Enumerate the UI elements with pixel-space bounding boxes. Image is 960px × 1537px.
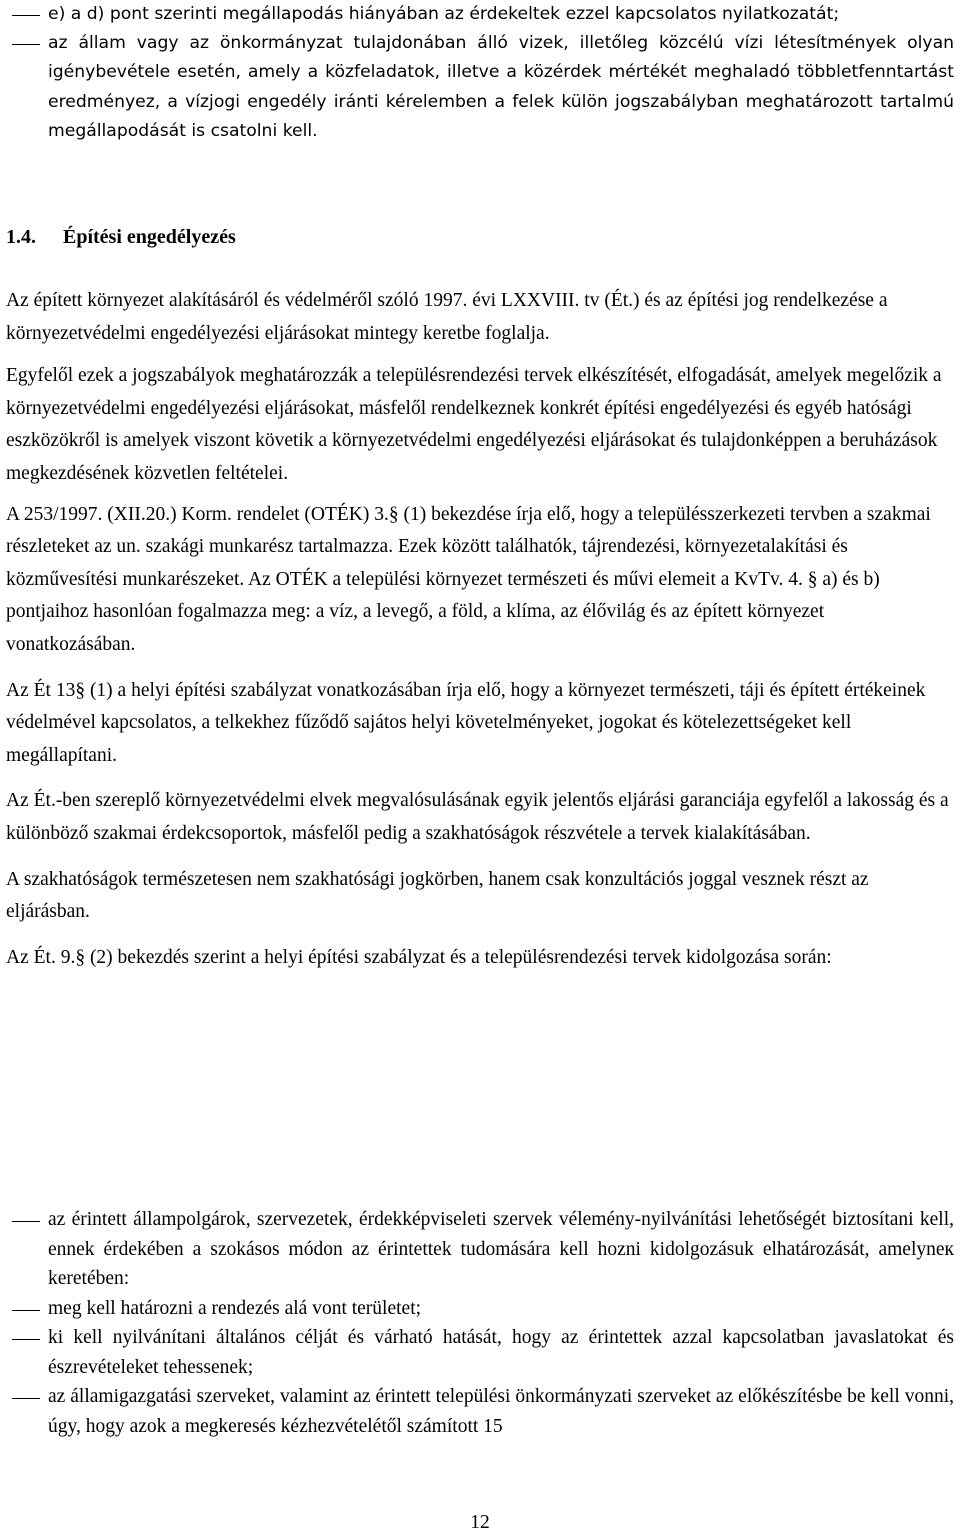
list-item-text: ki kell nyilvánítani általános célját és várható hatását, hogy az érintettek azzal kapcsolatban javaslatokat és észrevételeket tehessenek; [48,1327,954,1378]
list-item-text: az érintett állampolgárok, szervezetek, érdekképviseleti szervek vélemény-nyilvánítási lehetőségét biztosítani kell, ennek érdekében a szokásos módon az érintettek tudomására kell hozni kidolgozásuk elhatározását, amelyneк keretében: [48,1209,954,1289]
paragraph: Az Ét. 9.§ (2) bekezdés szerint a helyi építési szabályzat és a településrendezési tervek kidolgozása során: [6,946,832,968]
paragraph: A 253/1997. (XII.20.) Korm. rendelet (OTÉK) 3.§ (1) bekezdése írja elő, hogy a településszerkezeti tervben a szakmai részleteket az un. szakági munkarész tartalmazza. Ezek között találhatók, tájrendezési, környezetalakítási és közművesítési munkarészeket. Az OTÉK a települési környezet természeti és művi elemeit a KvTv. 4. § a) és b) pontjaihoz hasonlóan fogalmazza meg: a víz, a levegő, a föld, a klíma, az élővilág és az épített környezet vonatkozásában. [6,503,931,655]
section-number: 1.4. [6,226,36,248]
paragraph: Az Ét 13§ (1) a helyi építési szabályzat vonatkozásában írja elő, hogy a környezet természeti, táji és épített értékeinek védelmével kapcsolatos, a telkekhez fűződő sajátos helyi követelményeket, jogokat és kötelezettségeket kell megállapítani. [6,679,926,766]
list-item [6,1323,954,1382]
section-title: Építési engedélyezés [63,226,236,248]
dash-bullet-icon [12,1398,40,1399]
list-item [6,1294,954,1324]
dash-bullet-icon [12,44,40,45]
dash-bullet-icon [12,1339,40,1340]
dash-bullet-icon [12,1221,40,1222]
page-number: 12 [470,1512,490,1533]
section-heading [6,226,954,249]
paragraph: A szakhatóságok természetesen nem szakhatósági jogkörben, hanem csak konzultációs joggal vesznek részt az eljárásban. [6,868,869,923]
list-item [6,1382,954,1441]
dash-bullet-icon [12,15,40,16]
list-item-text: az államigazgatási szerveket, valamint az érintett települési önkormányzati szerveket az előkészítésbe be kell vonni, úgy, hogy azok a megkeresés kézhezvételétől számított 15 [48,1386,954,1437]
list-item-text: az állam vagy az önkormányzat tulajdonában álló vizek, illetőleg közcélú vízi létesítmények olyan igénybevétele esetén, amely a közfeladatok, illetve a közérdek mértékét meghaladó többletfenntartást eredményez, a vízjogi engedély iránti kérelemben a felek külön jogszabályban meghatározott tartalmú megállapodását is csatolni kell. [48,33,954,141]
list-item [6,29,954,146]
list-item-text: meg kell határozni a rendezés alá vont területet; [48,1297,422,1319]
list-item-text: e) a d) pont szerinti megállapodás hiányában az érdekeltek ezzel kapcsolatos nyilatkozatát; [48,4,840,24]
top-dash-list [6,0,954,146]
list-item [6,0,954,29]
paragraph: Az Ét.-ben szereplő környezetvédelmi elvek megvalósulásának egyik jelentős eljárási garanciája egyfelől a lakosság és a különböző szakmai érdekcsoportok, másfelől pedig a szakhatóságok részvétele a tervek kialakításában. [6,790,949,844]
body-text [6,285,954,974]
list-item [6,1205,954,1294]
bottom-dash-list [6,1205,954,1441]
dash-bullet-icon [12,1310,40,1311]
paragraph: Az épített környezet alakításáról és védelméről szóló 1997. évi LXXVIII. tv (Ét.) és az építési jog rendelkezése a környezetvédelmi engedélyezési eljárásokat mintegy keretbe foglalja. [6,290,888,344]
paragraph: Egyfelől ezek a jogszabályok meghatározzák a településrendezési tervek elkészítését, elfogadását, amelyek megelőzik a környezetvédelmi engedélyezési eljárásokat, másfelől rendelkeznek konkrét építési engedélyezési és egyéb hatósági eszközökről is amelyek viszont követik a környezetvédelmi engedélyezési eljárásokat és tulajdonképpen a beruházások megkezdésének közvetlen feltételei. [6,365,942,484]
